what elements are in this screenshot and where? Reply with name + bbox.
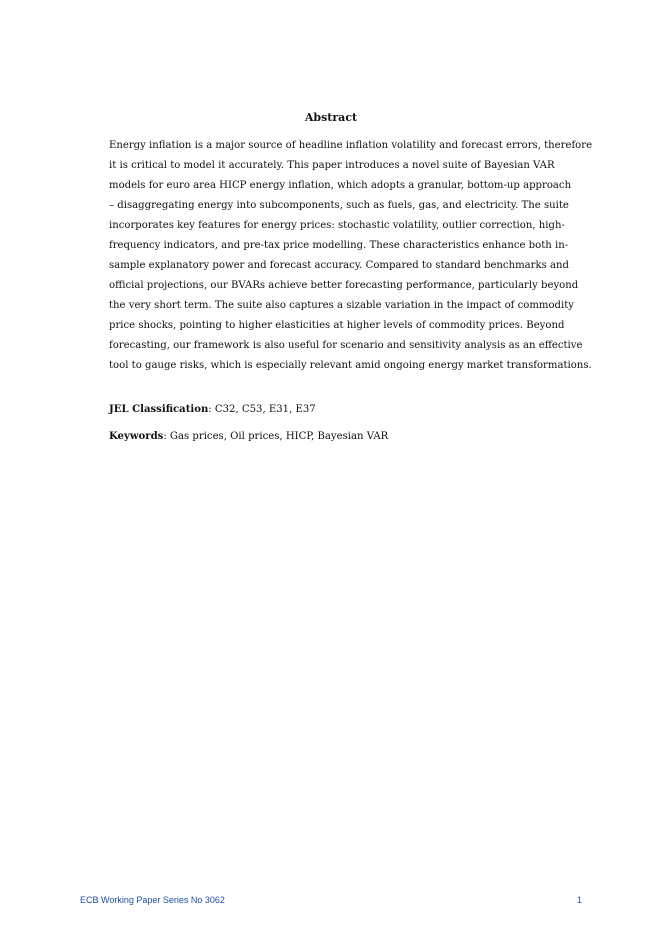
footer-series: ECB Working Paper Series No 3062 [80,895,225,905]
abstract-line: models for euro area HICP energy inflation, which adopts a granular, bottom-up approach [109,180,572,191]
abstract-line: price shocks, pointing to higher elasticities at higher levels of commodity prices. Beyond [109,320,565,331]
keywords-value: : Gas prices, Oil prices, HICP, Bayesian VAR [163,431,389,442]
jel-value: : C32, C53, E31, E37 [208,404,316,415]
abstract-line: incorporates key features for energy prices: stochastic volatility, outlier correction, high- [109,220,565,231]
abstract-line: it is critical to model it accurately. This paper introduces a novel suite of Bayesian VAR [109,160,555,171]
abstract-line: forecasting, our framework is also useful for scenario and sensitivity analysis as an effective [109,340,583,351]
abstract-line: – disaggregating energy into subcomponents, such as fuels, gas, and electricity. The suite [109,200,569,211]
keywords [109,428,388,446]
keywords-label: Keywords [109,431,164,442]
abstract-line: frequency indicators, and pre-tax price modelling. These characteristics enhance both in- [109,240,569,251]
abstract-line: Energy inflation is a major source of headline inflation volatility and forecast errors, therefore [109,140,593,151]
abstract-line: sample explanatory power and forecast accuracy. Compared to standard benchmarks and [109,260,569,271]
footer-page-number: 1 [576,895,582,905]
abstract-heading: Abstract [304,111,358,124]
abstract-line: tool to gauge risks, which is especially relevant amid ongoing energy market transformations. [109,360,592,371]
abstract-line: official projections, our BVARs achieve better forecasting performance, particularly beyond [109,280,579,291]
jel-label: JEL Classification [109,404,209,415]
abstract-line: the very short term. The suite also captures a sizable variation in the impact of commodity [109,300,574,311]
abstract-body [109,136,593,376]
jel-classification [109,401,316,419]
